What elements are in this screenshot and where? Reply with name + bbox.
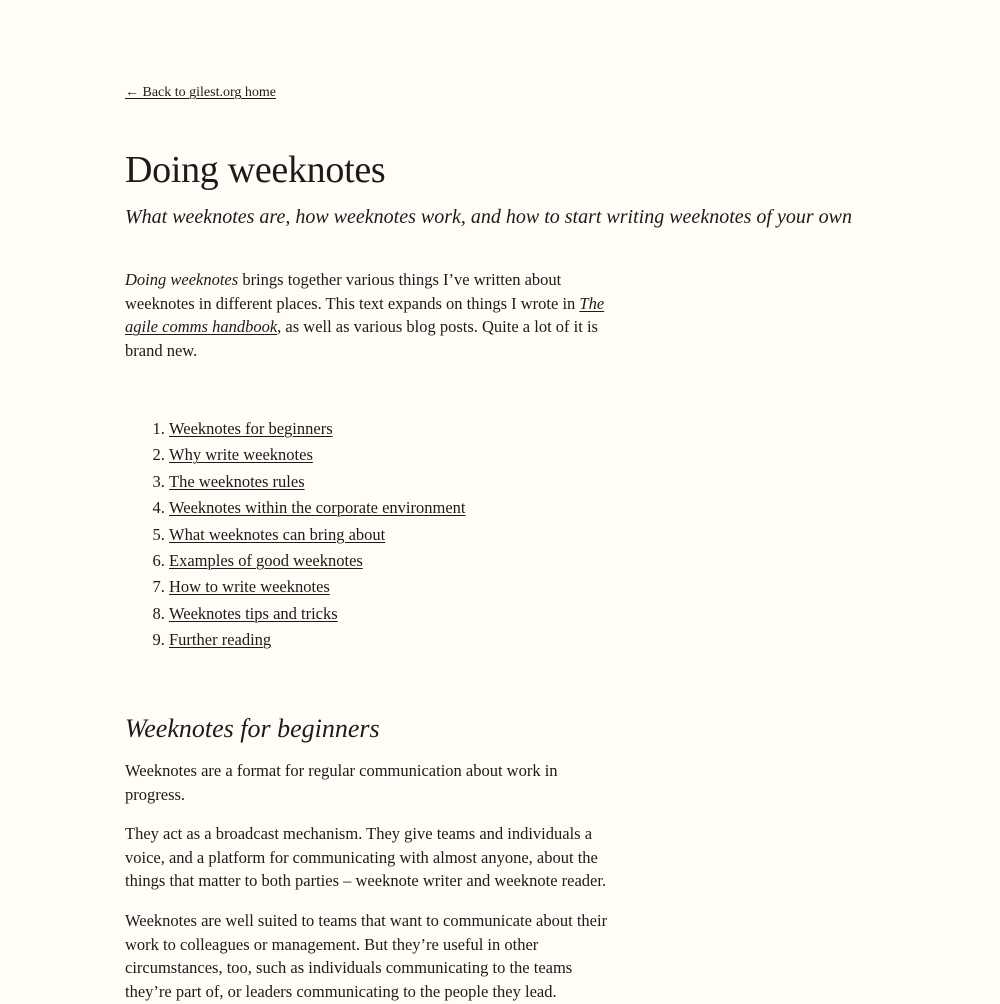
- toc-link-further-reading[interactable]: Further reading: [169, 630, 272, 650]
- page-subtitle: What weeknotes are, how weeknotes work, and how to start writing weeknotes of your own: [125, 206, 852, 228]
- toc-item: [169, 469, 466, 495]
- toc-link-what-weeknotes-can-bring[interactable]: What weeknotes can bring about: [169, 524, 386, 544]
- toc-link-weeknotes-for-beginners[interactable]: Weeknotes for beginners: [169, 419, 333, 438]
- agile-comms-handbook-link-text: The agile comms handbook: [125, 293, 605, 336]
- intro-text-after-link: , as well as various blog posts. Quite a lot of it is brand new.: [125, 317, 598, 360]
- back-to-home-link[interactable]: ← Back to gilest.org home: [125, 85, 276, 100]
- section-paragraph: Weeknotes are well suited to teams that want to communicate about their work to colleagues or management. But they’re useful in other circumstances, too, such as individuals communicating to the teams they’re part of, or leaders communicating to the people they lead.: [125, 911, 608, 1002]
- toc-link-why-write-weeknotes[interactable]: Why write weeknotes: [169, 445, 313, 465]
- toc-link-the-weeknotes-rules[interactable]: The weeknotes rules: [169, 471, 305, 491]
- intro-text-before-link: brings together various things I’ve written about weeknotes in different places. This text expands on things I wrote in: [125, 270, 580, 313]
- toc-item: [169, 548, 466, 574]
- toc-link-how-to-write[interactable]: How to write weeknotes: [169, 577, 330, 597]
- toc-item: [169, 574, 466, 600]
- section-heading: Weeknotes for beginners: [125, 714, 380, 743]
- toc-item: [169, 601, 466, 627]
- table-of-contents: [125, 416, 466, 654]
- toc-item: [169, 442, 466, 468]
- toc-link-tips-and-tricks[interactable]: Weeknotes tips and tricks: [169, 603, 338, 623]
- toc-link-corporate-environment[interactable]: Weeknotes within the corporate environment: [169, 498, 466, 518]
- toc-item: [169, 522, 466, 548]
- toc-link-examples[interactable]: Examples of good weeknotes: [169, 551, 363, 571]
- page-title: Doing weeknotes: [125, 149, 386, 191]
- intro-paragraph: [125, 268, 610, 362]
- section-paragraph: Weeknotes are a format for regular communication about work in progress.: [125, 761, 558, 804]
- toc-item: [169, 627, 466, 653]
- toc-item: [169, 495, 466, 521]
- section-paragraph: They act as a broadcast mechanism. They give teams and individuals a voice, and a platform for communicating with almost anyone, about the things that matter to both parties – weeknote writer and weeknote reader.: [125, 824, 607, 891]
- intro-lead-italic: Doing weeknotes: [125, 270, 239, 289]
- toc-item: [169, 416, 466, 442]
